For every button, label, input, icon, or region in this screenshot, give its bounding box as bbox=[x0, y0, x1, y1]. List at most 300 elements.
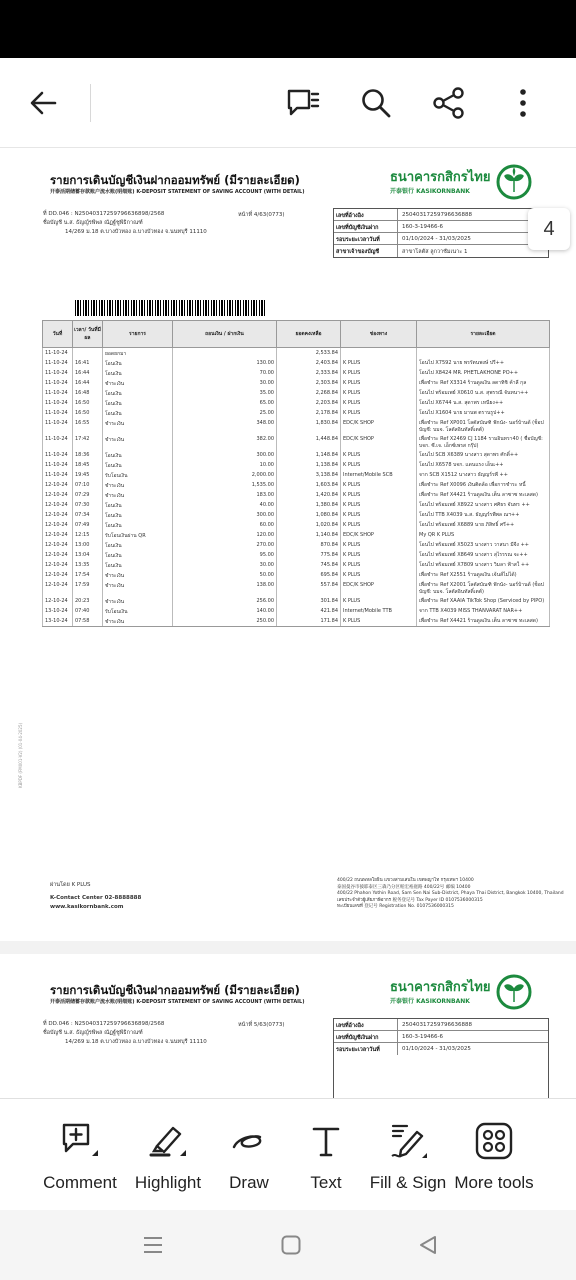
cell-channel: K PLUS bbox=[341, 480, 417, 490]
cell-detail: จาก TTB X4039 MISS THANVARAT NAR++ bbox=[417, 606, 550, 616]
cell-balance: 421.84 bbox=[277, 606, 341, 616]
cell-date: 12-10-24 bbox=[43, 490, 73, 500]
info-row bbox=[334, 1043, 548, 1055]
cell-balance: 1,148.84 bbox=[277, 450, 341, 460]
reference-line: ที่ DD.046 : N25040317259796636898/2568 bbox=[43, 1021, 165, 1027]
cell-channel: EDC/K SHOP bbox=[341, 580, 417, 596]
table-row bbox=[43, 616, 550, 627]
cell-date: 11-10-24 bbox=[43, 450, 73, 460]
cell-balance: 3,138.84 bbox=[277, 470, 341, 480]
info-value: 25040317259796636888 bbox=[402, 212, 472, 218]
cell-channel: K PLUS bbox=[341, 490, 417, 500]
table-row bbox=[43, 398, 550, 408]
cell-date: 11-10-24 bbox=[43, 434, 73, 450]
column-header: ยอดคงเหลือ bbox=[277, 321, 341, 348]
table-row bbox=[43, 480, 550, 490]
system-nav-bar bbox=[0, 1210, 576, 1280]
cell-desc: ชำระเงิน bbox=[103, 616, 173, 627]
cell-balance: 2,303.84 bbox=[277, 378, 341, 388]
info-label: สาขาเจ้าของบัญชี bbox=[334, 245, 398, 257]
statement-meta bbox=[43, 1020, 207, 1047]
table-row bbox=[43, 348, 550, 359]
barcode bbox=[75, 300, 267, 316]
tool-label: Fill & Sign bbox=[369, 1173, 447, 1192]
cell-channel: K PLUS bbox=[341, 596, 417, 606]
arrow-left-icon bbox=[27, 87, 59, 119]
cell-amount: 65.00 bbox=[173, 398, 277, 408]
cell-detail: เพื่อชำระ Ref X2001 โลตัสบัณฑิ ฟักนัง- นอร์บ้านด้ (ช็อปบัญชี: บมจ. โลตัสอินทัสดิ์เตต์) bbox=[417, 580, 550, 596]
info-value: 25040317259796636888 bbox=[402, 1022, 472, 1028]
cell-balance: 2,203.84 bbox=[277, 398, 341, 408]
cell-amount: 2,000.00 bbox=[173, 470, 277, 480]
cell-desc: โอนเงิน bbox=[103, 368, 173, 378]
cell-desc: โอนเงิน bbox=[103, 500, 173, 510]
info-label: รอบระยะเวลาวันที่ bbox=[334, 1043, 398, 1055]
tool-label: Draw bbox=[229, 1173, 269, 1192]
table-row bbox=[43, 450, 550, 460]
more-vertical-icon bbox=[518, 87, 528, 119]
app-bar bbox=[0, 58, 576, 148]
highlight-tool-button[interactable] bbox=[128, 1119, 208, 1203]
footer-line: ผ่านโดย K PLUS bbox=[50, 882, 91, 888]
cell-time: 17:42 bbox=[73, 434, 103, 450]
cell-desc: โอนเงิน bbox=[103, 388, 173, 398]
cell-desc: โอนเงิน bbox=[103, 408, 173, 418]
highlighter-icon bbox=[147, 1120, 189, 1162]
cell-date: 11-10-24 bbox=[43, 398, 73, 408]
cell-date: 13-10-24 bbox=[43, 616, 73, 627]
statement-subtitle: 开泰活期储蓄存款账户流水账(明细账) K-DEPOSIT STATEMENT OF SAVING ACCOUNT (WITH DETAIL) bbox=[50, 189, 305, 195]
cell-channel: K PLUS bbox=[341, 616, 417, 627]
bank-logo bbox=[390, 974, 540, 1014]
cell-date: 11-10-24 bbox=[43, 408, 73, 418]
comment-plus-icon bbox=[59, 1120, 101, 1162]
cell-desc: ชำระเงิน bbox=[103, 418, 173, 434]
table-row bbox=[43, 520, 550, 530]
footer-line: ทะเบียนเลขที่ 登记号 Registration No. 0107536000315 bbox=[337, 904, 454, 909]
recents-icon bbox=[142, 1234, 164, 1256]
cell-detail: โอนไป พร้อมเพย์ X5023 นางสาว วาสนา มีจีง ++ bbox=[417, 540, 550, 550]
cell-date: 11-10-24 bbox=[43, 470, 73, 480]
cell-balance: 870.84 bbox=[277, 540, 341, 550]
fill-sign-tool-button[interactable] bbox=[368, 1119, 448, 1203]
cell-detail: โอนไป X1604 นาย มานพ ตรานรูป++ bbox=[417, 408, 550, 418]
cell-channel: K PLUS bbox=[341, 388, 417, 398]
back-button[interactable] bbox=[22, 82, 64, 124]
cell-detail: โอนไป พร้อมเพย์ X8922 นางสาว ศศิธร จันทร ++ bbox=[417, 500, 550, 510]
cell-channel: K PLUS bbox=[341, 358, 417, 368]
cell-date: 11-10-24 bbox=[43, 368, 73, 378]
cell-time: 18:45 bbox=[73, 460, 103, 470]
more-tools-button[interactable] bbox=[454, 1119, 534, 1203]
address: 14/269 ม.18 ต.บางบัวทอง อ.บางบัวทอง จ.นนทบุรี 11110 bbox=[65, 1039, 207, 1045]
home-icon bbox=[280, 1234, 302, 1256]
cell-balance: 301.84 bbox=[277, 596, 341, 606]
cell-date: 11-10-24 bbox=[43, 460, 73, 470]
footer-left bbox=[50, 881, 141, 912]
cell-balance: 1,140.84 bbox=[277, 530, 341, 540]
cell-date: 12-10-24 bbox=[43, 550, 73, 560]
footer-line: 400/22 Phahon Yothin Road, Sam Sen Nai Sub-District, Phaya Thai District, Bangkok 10400, Thailand bbox=[337, 891, 564, 896]
cell-detail: จาก SCB X1512 นางสาว ธัญญร์รพี ++ bbox=[417, 470, 550, 480]
info-value: สาขาโลตัส ลูกวาชัมเนาะ 1 bbox=[402, 249, 468, 255]
statement-meta bbox=[43, 210, 207, 237]
cell-amount: 256.00 bbox=[173, 596, 277, 606]
table-row bbox=[43, 358, 550, 368]
cell-date: 12-10-24 bbox=[43, 480, 73, 490]
cell-date: 12-10-24 bbox=[43, 500, 73, 510]
cell-time: 17:59 bbox=[73, 580, 103, 596]
cell-amount: 1,535.00 bbox=[173, 480, 277, 490]
tool-label: More tools bbox=[454, 1173, 534, 1192]
cell-channel: K PLUS bbox=[341, 500, 417, 510]
cell-date: 12-10-24 bbox=[43, 560, 73, 570]
cell-channel: K PLUS bbox=[341, 570, 417, 580]
cell-channel: K PLUS bbox=[341, 560, 417, 570]
cell-amount: 35.00 bbox=[173, 388, 277, 398]
tool-label: Highlight bbox=[134, 1173, 202, 1192]
table-row bbox=[43, 490, 550, 500]
comments-button[interactable] bbox=[282, 82, 324, 124]
cell-detail: โอนไป พร้อมเพย์ X7809 นางสาว วิมลา ฟ้าสใ ++ bbox=[417, 560, 550, 570]
statement-title: รายการเดินบัญชีเงินฝากออมทรัพย์ (มีรายละเอียด) bbox=[50, 983, 300, 997]
cell-channel: Internet/Mobile TTB bbox=[341, 606, 417, 616]
info-row bbox=[334, 221, 548, 233]
cell-desc: รับโอนเงิน bbox=[103, 470, 173, 480]
table-row bbox=[43, 434, 550, 450]
cell-detail: เพื่อชำระ Ref X4421 ร้านดูลเงิน เต็น ลาซาซ ทะเลสด) bbox=[417, 616, 550, 627]
cell-time: 12:15 bbox=[73, 530, 103, 540]
bank-name-en: 开泰银行 KASIKORNBANK bbox=[390, 188, 470, 195]
info-value: 01/10/2024 - 31/03/2025 bbox=[402, 1046, 471, 1052]
cell-time: 16:44 bbox=[73, 368, 103, 378]
cell-amount: 50.00 bbox=[173, 570, 277, 580]
search-icon bbox=[360, 87, 392, 119]
cell-channel: K PLUS bbox=[341, 398, 417, 408]
cell-desc: โอนเงิน bbox=[103, 520, 173, 530]
cell-date: 11-10-24 bbox=[43, 348, 73, 359]
cell-time: 13:00 bbox=[73, 540, 103, 550]
cell-desc: ยอดยกมา bbox=[103, 348, 173, 359]
cell-time: 07:29 bbox=[73, 490, 103, 500]
cell-balance: 171.84 bbox=[277, 616, 341, 627]
cell-balance: 745.84 bbox=[277, 560, 341, 570]
cell-amount: 300.00 bbox=[173, 510, 277, 520]
table-row bbox=[43, 408, 550, 418]
comment-tool-button[interactable] bbox=[38, 1119, 122, 1203]
cell-channel: K PLUS bbox=[341, 450, 417, 460]
info-value: 160-3-19466-6 bbox=[402, 224, 443, 230]
cell-balance: 775.84 bbox=[277, 550, 341, 560]
cell-detail: โอนไป TTB X4039 น.ส. ธัญญร์รพีพล ณฯ++ bbox=[417, 510, 550, 520]
table-row bbox=[43, 470, 550, 480]
cell-balance: 1,420.84 bbox=[277, 490, 341, 500]
cell-desc: โอนเงิน bbox=[103, 460, 173, 470]
cell-detail: โอนไป SCB X6389 นางสาว สุดาพร ศักดิ์++ bbox=[417, 450, 550, 460]
column-header: รายละเอียด bbox=[417, 321, 550, 348]
cell-amount: 30.00 bbox=[173, 560, 277, 570]
table-row bbox=[43, 388, 550, 398]
cell-time: 07:58 bbox=[73, 616, 103, 627]
cell-date: 12-10-24 bbox=[43, 580, 73, 596]
cell-time: 16:41 bbox=[73, 358, 103, 368]
back-nav-button[interactable] bbox=[413, 1230, 443, 1260]
kasikorn-leaf-icon bbox=[496, 974, 532, 1010]
cell-balance: 1,080.84 bbox=[277, 510, 341, 520]
cell-balance: 1,380.84 bbox=[277, 500, 341, 510]
cell-date: 11-10-24 bbox=[43, 378, 73, 388]
cell-channel: Internet/Mobile SCB bbox=[341, 470, 417, 480]
footer-line: เลขประจำตัวผู้เสียภาษีอากร 税务登记号 Tax Payer ID 0107536000315 bbox=[337, 897, 483, 903]
cell-balance: 695.84 bbox=[277, 570, 341, 580]
status-bar bbox=[0, 0, 576, 58]
text-tool-button[interactable] bbox=[290, 1119, 362, 1203]
cell-amount: 40.00 bbox=[173, 500, 277, 510]
info-row bbox=[334, 1019, 548, 1031]
cell-detail: โอนไป X6578 บจก. แดนแรง เอ็นเ++ bbox=[417, 460, 550, 470]
cell-channel: K PLUS bbox=[341, 510, 417, 520]
cell-detail: โอนไป X7592 นาย พรรัตนพงษ์ ปรี++ bbox=[417, 358, 550, 368]
table-row bbox=[43, 580, 550, 596]
cell-amount: 382.00 bbox=[173, 434, 277, 450]
table-row bbox=[43, 540, 550, 550]
page-number: หน้าที่ 4/63(0773) bbox=[238, 212, 285, 218]
cell-channel: K PLUS bbox=[341, 408, 417, 418]
cell-time: 16:55 bbox=[73, 418, 103, 434]
cell-detail: เพื่อชำระ Ref XAAIA TikTok Shop (Serviced by PIPO) bbox=[417, 596, 550, 606]
cell-detail: โอนไป พร้อมเพย์ X0610 น.ส. สุพรรณี จันทนา++ bbox=[417, 388, 550, 398]
statement-subtitle: 开泰活期储蓄存款账户流水账(明细账) K-DEPOSIT STATEMENT OF SAVING ACCOUNT (WITH DETAIL) bbox=[50, 999, 305, 1005]
cell-amount: 70.00 bbox=[173, 368, 277, 378]
info-row bbox=[334, 245, 548, 257]
table-row bbox=[43, 596, 550, 606]
cell-detail: เพื่อชำระ Ref XP001 โลตัสบัณฑิ ฟักนัง- นอร์บ้านด้ (ช็อปบัญชี: บมจ. โลตัสอินทัสดิ์เตต์) bbox=[417, 418, 550, 434]
cell-time: 13:04 bbox=[73, 550, 103, 560]
cell-time: 16:44 bbox=[73, 378, 103, 388]
page-number: หน้าที่ 5/63(0773) bbox=[238, 1022, 285, 1028]
account-info-box bbox=[333, 1018, 549, 1098]
cell-amount: 120.00 bbox=[173, 530, 277, 540]
cell-balance: 2,533.84 bbox=[277, 348, 341, 359]
cell-date: 12-10-24 bbox=[43, 570, 73, 580]
cell-time: 13:35 bbox=[73, 560, 103, 570]
info-label: เลขที่อ้างอิง bbox=[334, 1019, 398, 1030]
cell-balance: 2,268.84 bbox=[277, 388, 341, 398]
cell-amount: 140.00 bbox=[173, 606, 277, 616]
cell-desc: ชำระเงิน bbox=[103, 596, 173, 606]
cell-amount bbox=[173, 348, 277, 359]
cell-channel: K PLUS bbox=[341, 520, 417, 530]
statement-page bbox=[0, 148, 576, 941]
cell-date: 12-10-24 bbox=[43, 520, 73, 530]
cell-desc: ชำระเงิน bbox=[103, 580, 173, 596]
cell-amount: 183.00 bbox=[173, 490, 277, 500]
cell-amount: 10.00 bbox=[173, 460, 277, 470]
footer-line: www.kasikornbank.com bbox=[50, 904, 124, 910]
cell-desc: โอนเงิน bbox=[103, 540, 173, 550]
info-value: 160-3-19466-6 bbox=[402, 1034, 443, 1040]
share-button[interactable] bbox=[428, 82, 470, 124]
grid-tools-icon bbox=[474, 1121, 514, 1161]
info-row bbox=[334, 1031, 548, 1043]
back-triangle-icon bbox=[417, 1234, 439, 1256]
info-label: เลขที่บัญชีเงินฝาก bbox=[334, 221, 398, 232]
cell-amount: 30.00 bbox=[173, 378, 277, 388]
cell-detail: โอนไป X8424 MR. PHETLAKHONE PO++ bbox=[417, 368, 550, 378]
cell-detail: เพื่อชำระ Ref X4421 ร้านดูลเงิน เต็น ลาซาซ ทะเลสด) bbox=[417, 490, 550, 500]
cell-balance: 1,448.84 bbox=[277, 434, 341, 450]
cell-detail: My QR K PLUS bbox=[417, 530, 550, 540]
cell-desc: โอนเงิน bbox=[103, 450, 173, 460]
table-row bbox=[43, 418, 550, 434]
cell-time: 20:23 bbox=[73, 596, 103, 606]
cell-date: 12-10-24 bbox=[43, 596, 73, 606]
cell-date: 11-10-24 bbox=[43, 358, 73, 368]
cell-detail: โอนไป พร้อมเพย์ X8649 นางสาว สุไรรรณ จะ++ bbox=[417, 550, 550, 560]
table-header-row bbox=[43, 321, 550, 348]
info-row bbox=[334, 209, 548, 221]
cell-amount: 25.00 bbox=[173, 408, 277, 418]
table-row bbox=[43, 550, 550, 560]
cell-time: 19:45 bbox=[73, 470, 103, 480]
cell-amount: 250.00 bbox=[173, 616, 277, 627]
footer-line: 泰国曼谷市披耶泰区三森乃分区帕宏裕庭路 400/22号 邮编 10400 bbox=[337, 884, 471, 890]
cell-detail bbox=[417, 348, 550, 359]
account-info-box bbox=[333, 208, 549, 258]
cell-amount: 300.00 bbox=[173, 450, 277, 460]
address: 14/269 ม.18 ต.บางบัวทอง อ.บางบัวทอง จ.นนทบุรี 11110 bbox=[65, 229, 207, 235]
cell-balance: 1,020.84 bbox=[277, 520, 341, 530]
cell-channel: EDC/K SHOP bbox=[341, 418, 417, 434]
cell-time: 07:30 bbox=[73, 500, 103, 510]
cell-balance: 2,403.84 bbox=[277, 358, 341, 368]
cell-channel: K PLUS bbox=[341, 460, 417, 470]
cell-channel: K PLUS bbox=[341, 540, 417, 550]
cell-date: 11-10-24 bbox=[43, 418, 73, 434]
table-row bbox=[43, 378, 550, 388]
cell-date: 13-10-24 bbox=[43, 606, 73, 616]
footer-right bbox=[337, 878, 564, 911]
cell-amount: 138.00 bbox=[173, 580, 277, 596]
cell-desc: โอนเงิน bbox=[103, 550, 173, 560]
table-row bbox=[43, 368, 550, 378]
app-bar-divider bbox=[90, 84, 91, 122]
comment-list-icon bbox=[285, 87, 321, 119]
cell-desc: ชำระเงิน bbox=[103, 378, 173, 388]
cell-amount: 60.00 bbox=[173, 520, 277, 530]
cell-detail: โอนไป X6744 น.ส. สุดาพร เหนียง++ bbox=[417, 398, 550, 408]
table-row bbox=[43, 510, 550, 520]
cell-time: 07:34 bbox=[73, 510, 103, 520]
footer-line: K-Contact Center 02-8888888 bbox=[50, 895, 142, 901]
fill-sign-icon bbox=[387, 1120, 429, 1162]
table-row bbox=[43, 460, 550, 470]
cell-time: 07:10 bbox=[73, 480, 103, 490]
draw-tool-button[interactable] bbox=[214, 1119, 284, 1203]
cell-desc: รับโอนเงินผ่าน QR bbox=[103, 530, 173, 540]
statement-page-next bbox=[0, 954, 576, 1098]
table-row bbox=[43, 560, 550, 570]
info-label: เลขที่บัญชีเงินฝาก bbox=[334, 1031, 398, 1042]
cell-date: 12-10-24 bbox=[43, 510, 73, 520]
cell-desc: โอนเงิน bbox=[103, 358, 173, 368]
cell-channel: EDC/K SHOP bbox=[341, 530, 417, 540]
more-options-button[interactable] bbox=[502, 82, 544, 124]
column-header: ถอนเงิน / ฝากเงิน bbox=[173, 321, 277, 348]
cell-time: 07:49 bbox=[73, 520, 103, 530]
cell-desc: ชำระเงิน bbox=[103, 434, 173, 450]
recents-button[interactable] bbox=[138, 1230, 168, 1260]
cell-time: 07:40 bbox=[73, 606, 103, 616]
cell-detail: เพื่อชำระ Ref X2551 ร้านดูลเงิน เจ้นส์ไม่ได้) bbox=[417, 570, 550, 580]
kasikorn-leaf-icon bbox=[496, 164, 532, 200]
cell-date: 12-10-24 bbox=[43, 540, 73, 550]
cell-channel: EDC/K SHOP bbox=[341, 434, 417, 450]
cell-balance: 557.84 bbox=[277, 580, 341, 596]
table-row bbox=[43, 570, 550, 580]
cell-amount: 270.00 bbox=[173, 540, 277, 550]
table-row bbox=[43, 530, 550, 540]
bank-name-th: ธนาคารกสิกรไทย bbox=[390, 980, 491, 995]
side-note: KBPDF (FM001-V2) (01-04-2025) bbox=[18, 722, 23, 788]
column-header: วันที่ bbox=[43, 321, 73, 348]
cell-channel: K PLUS bbox=[341, 368, 417, 378]
share-icon bbox=[432, 86, 466, 120]
cell-desc: รับโอนเงิน bbox=[103, 606, 173, 616]
cell-time: 16:50 bbox=[73, 408, 103, 418]
cell-time: 16:48 bbox=[73, 388, 103, 398]
cell-balance: 1,603.84 bbox=[277, 480, 341, 490]
cell-channel bbox=[341, 348, 417, 359]
cell-amount: 95.00 bbox=[173, 550, 277, 560]
info-label: รอบระยะเวลาวันที่ bbox=[334, 233, 398, 244]
bank-logo bbox=[390, 164, 540, 204]
reference-line: ที่ DD.046 : N25040317259796636898/2568 bbox=[43, 211, 165, 217]
tool-label: Text bbox=[310, 1173, 342, 1192]
info-row bbox=[334, 233, 548, 245]
cell-date: 12-10-24 bbox=[43, 530, 73, 540]
draw-squiggle-icon bbox=[228, 1120, 270, 1162]
info-label: เลขที่อ้างอิง bbox=[334, 209, 398, 220]
search-button[interactable] bbox=[355, 82, 397, 124]
cell-balance: 1,138.84 bbox=[277, 460, 341, 470]
footer-line: 400/22 ถนนพหลโยธิน แขวงสามเสนใน เขตพญาไท กรุงเทพฯ 10400 bbox=[337, 878, 474, 883]
cell-detail: เพื่อชำระ Ref X2469 CJ 1184 รามอินทรา40 ( ชื่อบัญชี: บจก. ซี.เจ. เอ็กซ์เพรส กรุ๊ป) bbox=[417, 434, 550, 450]
cell-desc: โอนเงิน bbox=[103, 510, 173, 520]
cell-amount: 130.00 bbox=[173, 358, 277, 368]
info-value: 01/10/2024 - 31/03/2025 bbox=[402, 236, 471, 242]
table-row bbox=[43, 500, 550, 510]
cell-amount: 348.00 bbox=[173, 418, 277, 434]
bank-name-en: 开泰银行 KASIKORNBANK bbox=[390, 998, 470, 1005]
cell-desc: ชำระเงิน bbox=[103, 490, 173, 500]
cell-detail: เพื่อชำระ Ref X3314 ร้านดูลเงิน ลดาทิชิ ค้าลี กุล bbox=[417, 378, 550, 388]
cell-time bbox=[73, 348, 103, 359]
cell-desc: โอนเงิน bbox=[103, 398, 173, 408]
cell-balance: 2,333.84 bbox=[277, 368, 341, 378]
cell-detail: โอนไป พร้อมเพย์ X6889 นาย ภิสิทธิ์ ศรี++ bbox=[417, 520, 550, 530]
document-viewer[interactable] bbox=[0, 148, 576, 1098]
table-row bbox=[43, 606, 550, 616]
statement-title: รายการเดินบัญชีเงินฝากออมทรัพย์ (มีรายละเอียด) bbox=[50, 173, 300, 187]
cell-balance: 2,178.84 bbox=[277, 408, 341, 418]
cell-desc: โอนเงิน bbox=[103, 560, 173, 570]
cell-desc: ชำระเงิน bbox=[103, 570, 173, 580]
tool-label: Comment bbox=[43, 1173, 117, 1192]
home-button[interactable] bbox=[276, 1230, 306, 1260]
page-indicator[interactable]: 4 bbox=[528, 208, 570, 250]
cell-channel: K PLUS bbox=[341, 378, 417, 388]
